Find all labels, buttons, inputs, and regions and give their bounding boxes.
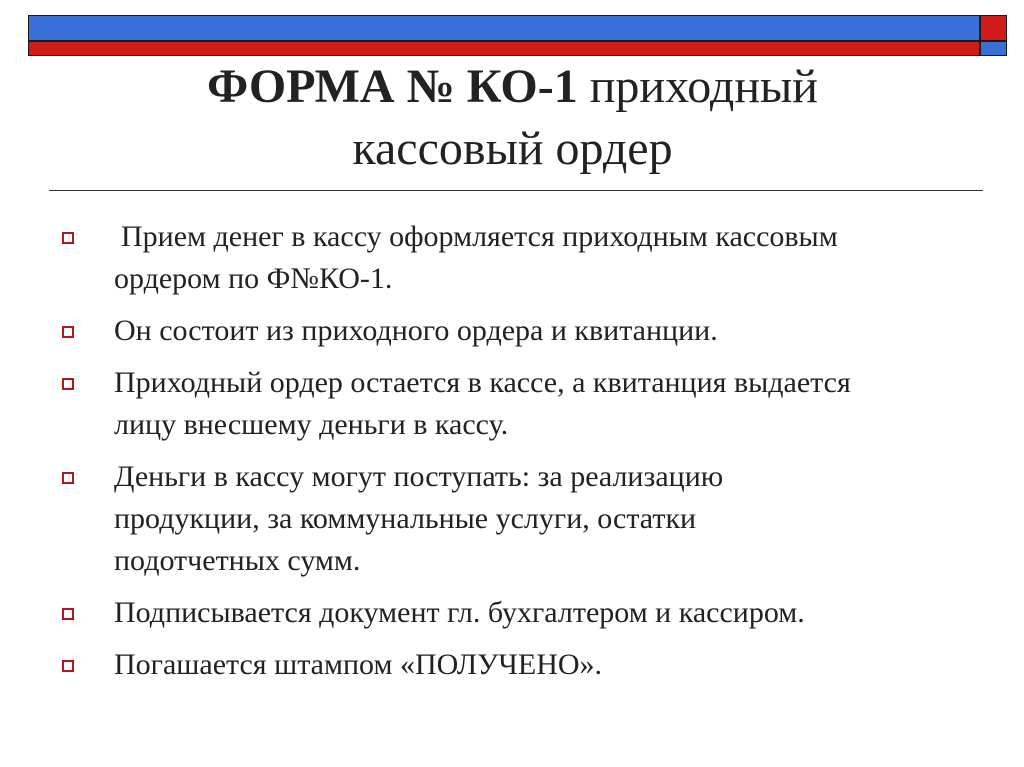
square-bullet-icon (62, 472, 74, 484)
slide-title (90, 56, 935, 180)
title-line-2: кассовый ордер (352, 122, 673, 175)
bullet-text: лицу внесшему деньги в кассу. (114, 408, 509, 441)
square-bullet-icon (62, 608, 74, 620)
header-red-square (980, 15, 1007, 41)
bullet-text: ордером по Ф№КО-1. (114, 262, 393, 295)
bullet-text: Деньги в кассу могут поступать: за реализацию (114, 460, 724, 493)
title-rest: приходный (589, 60, 818, 113)
bullet-item (62, 310, 982, 352)
square-bullet-icon (62, 378, 74, 390)
bullet-text: продукции, за коммунальные услуги, остатки (114, 502, 697, 535)
square-bullet-icon (62, 326, 74, 338)
title-divider (49, 190, 983, 191)
bullet-item (62, 456, 982, 582)
square-bullet-icon (62, 232, 74, 244)
bullet-item (62, 362, 982, 446)
bullet-text: Погашается штампом «ПОЛУЧЕНО». (114, 648, 603, 681)
title-bold: ФОРМА № КО-1 (207, 60, 578, 113)
header-blue-bar (28, 15, 980, 41)
header-red-bar (28, 41, 980, 56)
square-bullet-icon (62, 660, 74, 672)
bullet-text: Подписывается документ гл. бухгалтером и кассиром. (114, 596, 805, 629)
bullet-item (62, 592, 982, 634)
bullet-text: Прием денег в кассу оформляется приходным кассовым (121, 220, 838, 253)
bullet-text: Приходный ордер остается в кассе, а квитанция выдается (114, 366, 851, 399)
bullet-list (62, 216, 982, 696)
bullet-text: Он состоит из приходного ордера и квитанции. (114, 314, 718, 347)
bullet-item (62, 644, 982, 686)
header-blue-square (980, 41, 1007, 56)
bullet-text: подотчетных сумм. (114, 544, 361, 577)
bullet-item (62, 216, 982, 300)
